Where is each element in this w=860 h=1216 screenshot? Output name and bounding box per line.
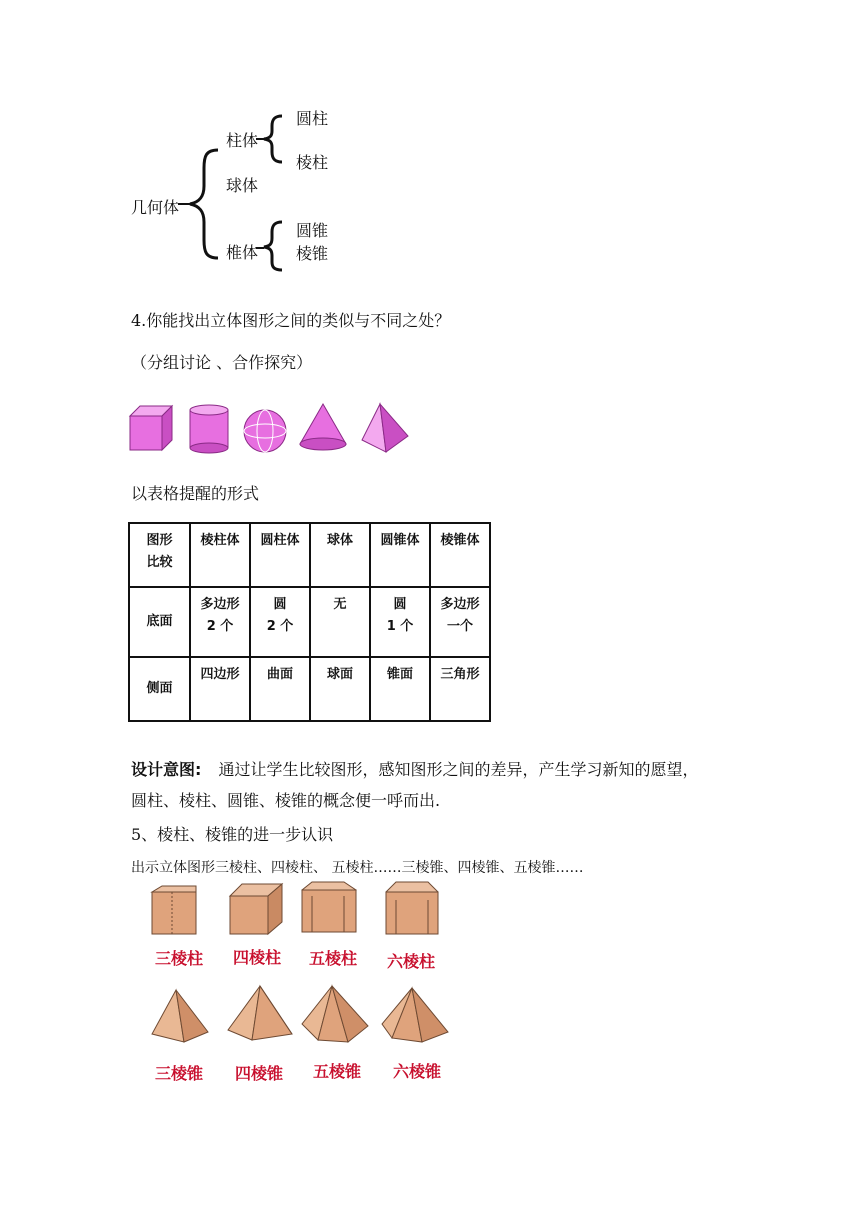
cell-line: 无	[333, 597, 347, 612]
prism-label: 六棱柱	[387, 952, 436, 971]
design-intent-line-1	[131, 757, 699, 780]
tree-branch-cone-pyramid: 椎体	[226, 243, 259, 262]
cell-line: 多边形	[200, 597, 240, 612]
cell-line: 2 个	[266, 619, 294, 634]
prism-label: 四棱柱	[233, 948, 282, 967]
tree-leaf-cylinder: 圆柱	[296, 109, 329, 128]
corner-line-2: 比较	[146, 555, 173, 570]
tree-root: 几何体	[131, 198, 180, 217]
sphere-icon	[242, 408, 288, 454]
table-cell: 锥面	[370, 657, 430, 721]
table-cell: 四边形	[190, 657, 250, 721]
corner-line-1: 图形	[146, 533, 173, 548]
pentagonal-pyramid-icon	[298, 984, 372, 1048]
pyramid-label: 四棱锥	[235, 1064, 284, 1083]
pentagonal-prism-icon	[298, 880, 360, 936]
table-header-row	[129, 523, 490, 587]
table-header-cell: 棱柱体	[190, 523, 250, 587]
triangular-prism-icon	[148, 882, 202, 938]
table-row-label: 底面	[129, 587, 190, 657]
triangular-pyramid-icon	[148, 988, 212, 1048]
table-header-cell: 圆锥体	[370, 523, 430, 587]
table-row-label: 侧面	[129, 657, 190, 721]
table-cell	[310, 587, 370, 657]
question-4-note: （分组讨论 、合作探究）	[131, 353, 313, 372]
classification-brace-lines	[0, 0, 860, 280]
tree-leaf-prism: 棱柱	[296, 153, 329, 172]
quadrangular-prism-icon	[226, 882, 286, 938]
table-row	[129, 587, 490, 657]
section-5-intro: 出示立体图形三棱柱、四棱柱、 五棱柱……三棱锥、四棱锥、五棱锥……	[131, 860, 584, 876]
comparison-table	[128, 522, 491, 722]
quadrangular-pyramid-icon	[224, 984, 296, 1046]
section-5-title: 5、棱柱、棱锥的进一步认识	[131, 825, 334, 844]
table-cell: 三角形	[430, 657, 490, 721]
cell-line: 圆	[393, 597, 407, 612]
tree-leaf-pyramid: 棱锥	[296, 244, 329, 263]
cell-line: 一个	[446, 619, 473, 634]
table-header-cell: 棱锥体	[430, 523, 490, 587]
pyramid-label: 五棱锥	[313, 1062, 362, 1081]
cylinder-icon	[186, 402, 232, 454]
prism-label: 五棱柱	[309, 949, 358, 968]
pyramid-icon	[358, 402, 412, 454]
question-4-title: 4.你能找出立体图形之间的类似与不同之处？	[131, 311, 451, 330]
cell-line: 1 个	[386, 619, 414, 634]
hexagonal-pyramid-icon	[378, 986, 454, 1046]
pyramid-label: 三棱锥	[155, 1064, 204, 1083]
tree-branch-prism-cylinder: 柱体	[226, 131, 259, 150]
table-cell	[190, 587, 250, 657]
table-intro: 以表格提醒的形式	[131, 484, 260, 503]
table-cell	[250, 587, 310, 657]
hexagonal-prism-icon	[382, 880, 442, 938]
table-cell	[430, 587, 490, 657]
cell-line: 圆	[273, 597, 287, 612]
tree-branch-sphere: 球体	[226, 176, 259, 195]
table-corner-cell	[129, 523, 190, 587]
table-cell	[370, 587, 430, 657]
cone-icon	[296, 402, 350, 452]
design-intent-text-1: 通过让学生比较图形，感知图形之间的差异，产生学习新知的愿望，	[218, 760, 699, 779]
design-intent-text-2: 圆柱、棱柱、圆锥、棱锥的概念便一呼而出.	[131, 791, 441, 810]
pyramid-label: 六棱锥	[393, 1062, 442, 1081]
table-cell: 曲面	[250, 657, 310, 721]
prism-label: 三棱柱	[155, 949, 204, 968]
cell-line: 2 个	[206, 619, 234, 634]
tree-leaf-cone: 圆锥	[296, 221, 329, 240]
table-row	[129, 657, 490, 721]
cell-line: 多边形	[440, 597, 480, 612]
table-header-cell: 球体	[310, 523, 370, 587]
table-cell: 球面	[310, 657, 370, 721]
cube-icon	[126, 402, 176, 454]
table-header-cell: 圆柱体	[250, 523, 310, 587]
design-intent-label: 设计意图:	[131, 760, 202, 779]
